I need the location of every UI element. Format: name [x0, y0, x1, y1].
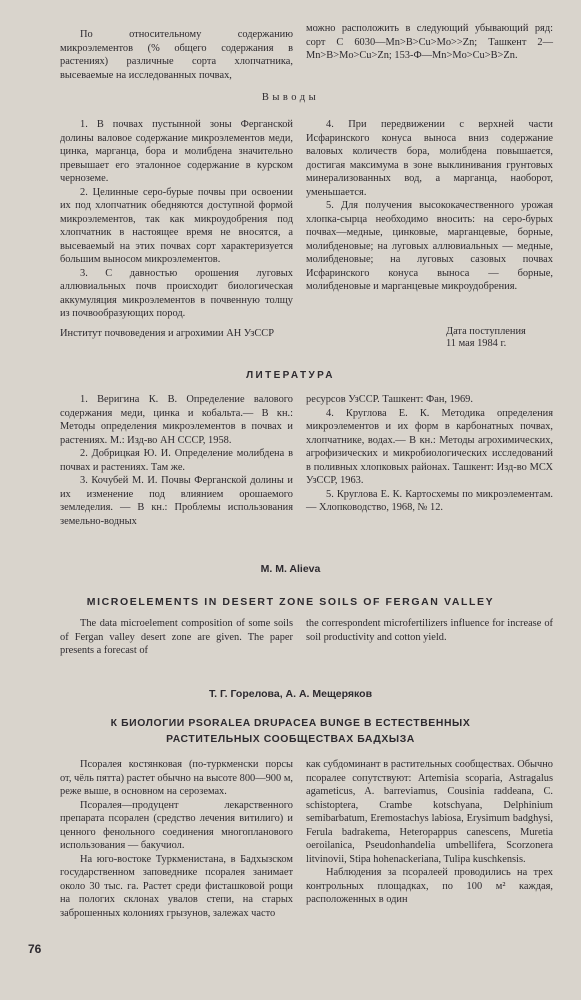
conclusions-right-column: [306, 118, 553, 294]
english-abstract-left: [60, 617, 293, 658]
english-abstract-right: [306, 617, 553, 644]
conclusions-left-column: [60, 118, 293, 321]
english-title: MICROELEMENTS IN DESERT ZONE SOILS OF FERGAN VALLEY: [86, 596, 495, 608]
page-number: 76: [28, 942, 42, 956]
literature-left-column: [60, 393, 293, 528]
literature-right-column: [306, 393, 553, 515]
article-title-line-2: РАСТИТЕЛЬНЫХ СООБЩЕСТВАХ БАДХЫЗА: [166, 734, 415, 745]
article-paragraph: Псоралея костянковая (по-туркменски порсы от, чёль пятта) растет обычно на высоте 800—900 м, реже выше, в основном на сероземах.: [60, 759, 293, 797]
reference-item: 3. Кочубей М. И. Почвы Ферганской долины и их изменение под влиянием орошаемого земледелия. — В кн.: Проблемы использования земельно-водных: [60, 475, 293, 527]
received-date-label: Дата поступления: [446, 326, 526, 337]
conclusion-item: 2. Целинные серо-бурые почвы при освоении их под хлопчатник обедняются доступной формой микроэлементов, так как микроудобрения под хлопчатник в настоящее время не вносятся, а высеваемый на этих почвах сорт характеризуется большим выносом микроэлементов.: [60, 186, 293, 265]
conclusion-item: 5. Для получения высококачественного урожая хлопка-сырца необходимо вносить: на серо-бурых почвах—медные, цинковые, марганцевые, борные, молибденовые; на луговых аллювиальных — медные, молибденовые; на луговых сазовых почвах Исфаринского конуса выноса — борные, молибденовые и марганцевые микроудобрения.: [306, 200, 553, 292]
conclusion-item: 1. В почвах пустынной зоны Ферганской долины валовое содержание микроэлементов меди, цинка, марганца, бора и молибдена значительно превышает его эталонное содержание в курском черноземе.: [60, 119, 293, 184]
article-paragraph: Наблюдения за псоралеей проводились на трех контрольных площадках, по 100 м² каждая, расположенных в один: [306, 867, 553, 905]
reference-item: 1. Веригина К. В. Определение валового содержания меди, цинка и кобальта.— В кн.: Методы определения микроэлементов в почвах и растениях. М.: Изд-во АН СССР, 1958.: [60, 394, 293, 446]
article-paragraph-continued: как субдоминант в растительных сообществах. Обычно псоралее сопутствуют: Artemisia scoparia, Astragalus agameticus, A. barreviamus, Cousinia raddeana, C. schistoptera, Crambe kotschyana, Delphinium semibarbatum, Eremostachys labiosa, Erysimum badghysi, Ferula badrakema, Heteropappus canescens, Muretia oeroilanica, Pseudonhandelia umbellifera, Scorzonera litvinovii, Stipa hohenackeriana, Tulipa kuschkensis.: [306, 759, 553, 865]
intro-paragraph: По относительному содержанию микроэлементов (% общего содержания в растениях) различные сорта хлопчатника, высеваемые на исследованных почвах,: [60, 29, 293, 81]
conclusions-heading: Выводы: [261, 92, 320, 103]
article-paragraph: Псоралея—продуцент лекарственного препарата псорален (средство лечения витилиго) и ценного фенольного соединения многопланового использования — бакучиол.: [60, 799, 293, 851]
article-right-column: [306, 758, 553, 907]
reference-item: 4. Круглова Е. К. Методика определения микроэлементов и их форм в карбонатных почвах, хлопчатнике, водах.— В кн.: Методы агрохимических, агрофизических и микробиологических исследований в поливных хлопковых районах. Ташкент: Изд-во МСХ УзССР, 1963.: [306, 407, 553, 486]
english-abstract-paragraph: The data microelement composition of some soils of Fergan valley desert zone are given. The paper presents a forecast of: [60, 618, 293, 656]
institute-affiliation: Институт почвоведения и агрохимии АН УзССР: [60, 328, 274, 339]
article-left-column: [60, 758, 293, 920]
english-abstract-continued: the correspondent microfertilizers influence for increase of soil productivity and cotton yield.: [306, 618, 553, 643]
reference-item: 2. Добрицкая Ю. И. Определение молибдена в почвах и растениях. Там же.: [60, 448, 293, 473]
conclusion-item: 3. С давностью орошения луговых аллювиальных почв происходит биологическая аккумуляция микроэлементов в почвенную толщу из почвообразующих пород.: [60, 267, 293, 319]
literature-heading: ЛИТЕРАТУРА: [246, 370, 335, 381]
article-title-line-1: К БИОЛОГИИ PSORALEA DRUPACEA BUNGE В ЕСТЕСТВЕННЫХ: [110, 718, 471, 729]
conclusion-item: 4. При передвижении с верхней части Исфаринского конуса выноса вниз содержание валовых количеств бора, молибдена повышается, достигая максимума в зоне выклинивания грунтовых минерализованных вод, а марганца, наоборот, уменьшается.: [306, 119, 553, 198]
article-authors: Т. Г. Горелова, А. А. Мещеряков: [208, 688, 373, 700]
received-date: 11 мая 1984 г.: [446, 338, 507, 349]
intro-right-column: [306, 22, 553, 63]
intro-paragraph-continued: можно расположить в следующий убывающий ряд: сорт С 6030—Mn>B>Cu>Mo>>Zn; Ташкент 2—Mn>B>Mo>Cu>Zn; 153-Ф—Mn>Mo>Cu>B>Zn.: [306, 23, 553, 61]
reference-item: 5. Круглова Е. К. Картосхемы по микроэлементам. — Хлопководство, 1968, № 12.: [306, 488, 553, 513]
reference-item-continued: ресурсов УзССР. Ташкент: Фан, 1969.: [306, 394, 473, 405]
intro-left-column: [60, 28, 293, 82]
article-paragraph: На юго-востоке Туркменистана, в Бадхызском государственном заповеднике псоралея занимает около 30 тыс. га. Растет среди фисташковой рощи на пологих склонах увалов степи, на старых заброшенных колониях грызунов, залежах часто: [60, 853, 293, 919]
english-author: M. M. Alieva: [260, 563, 321, 575]
